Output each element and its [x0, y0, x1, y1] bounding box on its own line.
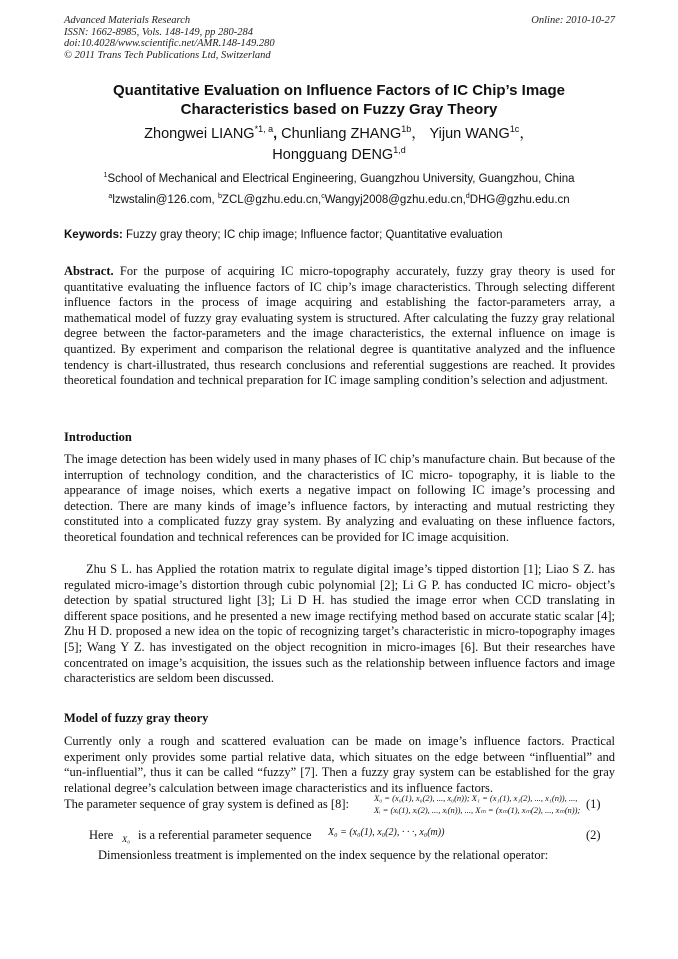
- introduction-heading: Introduction: [64, 430, 132, 444]
- model-equation-lead: The parameter sequence of gray system is defined as [8]:: [64, 797, 349, 811]
- doi-line: doi:10.4028/www.scientific.net/AMR.148-149.280: [64, 38, 275, 49]
- email-link[interactable]: DHG@gzhu.edu.cn: [469, 194, 570, 206]
- email-mark: d: [465, 192, 470, 201]
- paper-title: [40, 81, 638, 119]
- copyright-line: © 2011 Trans Tech Publications Ltd, Switzerland: [64, 49, 271, 61]
- equation-2-number: (2): [586, 828, 601, 842]
- referential-sequence-lead: Here: [89, 828, 114, 842]
- title-line-1: Quantitative Evaluation on Influence Factors of IC Chip’s Image: [112, 82, 565, 99]
- author-list: [40, 124, 638, 166]
- affiliation-text: School of Mechanical and Electrical Engineering, Guangzhou University, Guangzhou, China: [107, 173, 575, 185]
- author-name: Zhongwei LIANG: [144, 126, 255, 142]
- model-paragraph-dimensionless: Dimensionless treatment is implemented on the index sequence by the relational operator:: [98, 848, 549, 862]
- online-date: Online: 2010-10-27: [531, 15, 615, 26]
- authors-line-1: Zhongwei LIANG$^{*1, a}$, Chunliang $ZHANG^{1b}$， Yijun $WANG^{1c}$，: [144, 124, 534, 142]
- model-heading: Model of fuzzy gray theory: [64, 711, 209, 725]
- email-mark: b: [217, 192, 222, 201]
- author-affil-mark: 1b: [401, 124, 412, 135]
- referential-symbol: X₀: [122, 834, 131, 844]
- journal-header: [64, 15, 275, 61]
- email-link[interactable]: Wangyj2008@gzhu.edu.cn,: [324, 194, 466, 206]
- equation-1-line-2: Xᵢ = (xᵢ(1), xᵢ(2), ..., xᵢ(n)), ..., Xₘ = (xₘ(1), xₘ(2), ..., xₘ(n));: [374, 805, 581, 815]
- author-name: Chunliang ZHANG: [281, 126, 402, 142]
- equation-2: X₀ = (x₀(1), x₀(2), · · ·, x₀(m)): [328, 827, 445, 838]
- equation-1-number: (1): [586, 797, 601, 811]
- journal-name: Advanced Materials Research: [64, 15, 191, 26]
- abstract-text: For the purpose of acquiring IC micro-topography accurately, fuzzy gray theory is used for quantitative evaluating the influence factors of IC chip’s image characteristics. Through selecting different influence factors in the process of image acquiring and establishing the factor-parameters array, a mathematical model of fuzzy gray evaluating system is structured. After calculating the fuzzy gray relational degree between the factor-parameters and the image characteristics, the external influence on image is quantized. By experiment and comparison the relational degree is quantitative analyzed and the influence tendency is chart-illustrated, thus research conclusions and referential suggestions are reached. It provides theoretical foundation and technical preparation for IC image sampling condition’s selection and adjustment.: [64, 264, 615, 388]
- email-mark: a: [108, 192, 113, 201]
- introduction-paragraph-2: Zhu S L. has Applied the rotation matrix to regulate digital image’s tipped distortion [1]; Liao S Z. has regulated micro-image’s distortion through cubic polynomial [2]; Li G P. has conducted IC micro- object’s detection by spatial structured light [3]; Li D H. has studied the image error when CCD translating in different space positions, and he presented a new image rectifying method based on accurate static scalar [4]; Zhu H D. proposed a new idea on the topic of recognizing target’s characteristic in micro-topography images [5]; Wang Y Z. has investigated on the object recognition in micro-images [6]. But their researches have concentrated on image’s acquisition, the issues such as the relationship between influence factors and image characteristics are seldom been discussed.: [64, 562, 615, 686]
- email-link[interactable]: lzwstalin@126.com,: [112, 194, 218, 206]
- email-link[interactable]: ZCL@gzhu.edu.cn,: [221, 194, 322, 206]
- model-paragraph-1: Currently only a rough and scattered evaluation can be made on image’s influence factors. Practical experiment only provides some partial relative data, which situates on the edge between “influential” and “un-influential”, thus it can be called “fuzzy” [7]. Then a fuzzy gray system can be established for the gray relational degree’s calculation between image characteristics and its influence factors.: [64, 734, 615, 795]
- author-affil-mark: 1c: [509, 124, 520, 135]
- title-line-2: Characteristics based on Fuzzy Gray Theory: [180, 101, 498, 118]
- keywords: [64, 229, 503, 241]
- issn-line: ISSN: 1662-8985, Vols. 148-149, pp 280-284: [64, 26, 253, 38]
- affiliation: [30, 172, 648, 186]
- author-affil-mark: 1,d: [393, 145, 406, 156]
- introduction-paragraph-1: The image detection has been widely used in many phases of IC chip’s manufacture chain. But because of the interruption of technology condition, and the characteristics of IC micro- topography, it is liable to the appearance of image noises, which exerts a negative impact on following IC image’s processing and detection. There are many kinds of image’s influence factors, by interacting and mutual restricting they constituted into a complicated fuzzy gray system. By analyzing and evaluating on these influence factors, theoretical foundation and technical references can be provided for IC image acquisition.: [64, 452, 615, 544]
- referential-sequence-text: is a referential parameter sequence: [138, 828, 312, 842]
- email-mark: c: [321, 192, 325, 201]
- affiliation-mark: 1: [103, 171, 108, 180]
- abstract-label: Abstract.: [64, 264, 114, 278]
- author-affil-mark: *1, a: [254, 124, 274, 135]
- keywords-text: Fuzzy gray theory; IC chip image; Influence factor; Quantitative evaluation: [122, 229, 503, 241]
- authors-line-2: [40, 145, 638, 166]
- keywords-label: Keywords:: [64, 229, 123, 241]
- equation-1-line-1: X₀ = (x₀(1), x₀(2), ..., x₀(n)); X₁ = (x₁(1), x₁(2), ..., x₁(n)), ...,: [374, 793, 578, 803]
- author-name: Hongguang DENG: [272, 147, 394, 163]
- author-name: Yijun WANG: [429, 126, 510, 142]
- abstract: [64, 264, 615, 389]
- author-emails: [30, 193, 648, 207]
